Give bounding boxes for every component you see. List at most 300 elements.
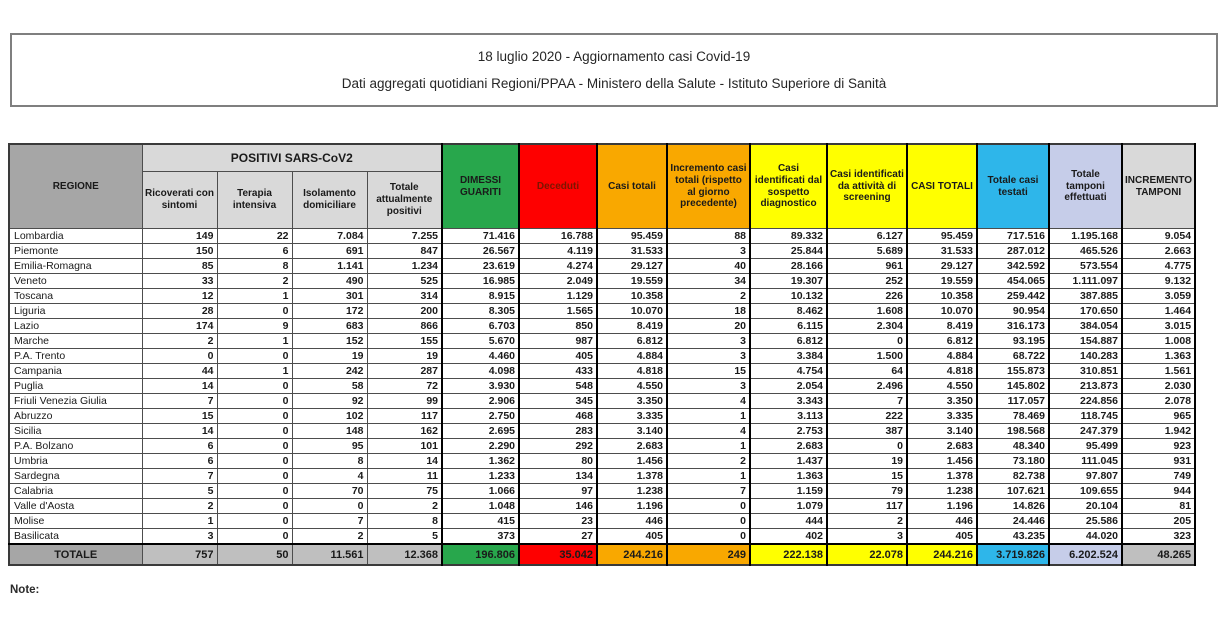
data-cell: 2.753 bbox=[750, 424, 827, 439]
data-cell: 525 bbox=[367, 274, 442, 289]
total-cell: 12.368 bbox=[367, 544, 442, 565]
col-header-casi-totali-2: CASI TOTALI bbox=[907, 144, 977, 229]
data-cell: 3.930 bbox=[442, 379, 519, 394]
data-cell: 31.533 bbox=[597, 244, 667, 259]
table-row bbox=[9, 379, 1195, 394]
region-name: Molise bbox=[9, 514, 142, 529]
data-cell: 107.621 bbox=[977, 484, 1049, 499]
data-cell: 0 bbox=[217, 304, 292, 319]
total-cell: 249 bbox=[667, 544, 750, 565]
data-cell: 3.343 bbox=[750, 394, 827, 409]
col-header-incremento-tamponi: INCREMENTO TAMPONI bbox=[1122, 144, 1195, 229]
data-cell: 1 bbox=[217, 364, 292, 379]
data-cell: 7.255 bbox=[367, 229, 442, 244]
data-cell: 490 bbox=[292, 274, 367, 289]
data-cell: 19.559 bbox=[907, 274, 977, 289]
data-cell: 0 bbox=[217, 379, 292, 394]
data-cell: 1.437 bbox=[750, 454, 827, 469]
data-cell: 48.340 bbox=[977, 439, 1049, 454]
data-cell: 749 bbox=[1122, 469, 1195, 484]
data-cell: 1.942 bbox=[1122, 424, 1195, 439]
data-cell: 19.559 bbox=[597, 274, 667, 289]
data-cell: 4.775 bbox=[1122, 259, 1195, 274]
data-cell: 1 bbox=[217, 334, 292, 349]
col-header-dimessi-guariti: DIMESSI GUARITI bbox=[442, 144, 519, 229]
data-cell: 72 bbox=[367, 379, 442, 394]
data-cell: 446 bbox=[907, 514, 977, 529]
data-cell: 923 bbox=[1122, 439, 1195, 454]
data-cell: 3.015 bbox=[1122, 319, 1195, 334]
data-cell: 3.350 bbox=[907, 394, 977, 409]
data-cell: 80 bbox=[519, 454, 597, 469]
data-cell: 3.113 bbox=[750, 409, 827, 424]
data-cell: 224.856 bbox=[1049, 394, 1122, 409]
data-cell: 373 bbox=[442, 529, 519, 545]
data-cell: 384.054 bbox=[1049, 319, 1122, 334]
data-cell: 58 bbox=[292, 379, 367, 394]
data-cell: 468 bbox=[519, 409, 597, 424]
data-cell: 8 bbox=[292, 454, 367, 469]
data-cell: 433 bbox=[519, 364, 597, 379]
data-cell: 0 bbox=[217, 529, 292, 545]
data-cell: 92 bbox=[292, 394, 367, 409]
data-cell: 205 bbox=[1122, 514, 1195, 529]
data-cell: 405 bbox=[907, 529, 977, 545]
data-cell: 10.070 bbox=[907, 304, 977, 319]
data-cell: 117 bbox=[827, 499, 907, 514]
data-cell: 9.054 bbox=[1122, 229, 1195, 244]
data-cell: 12 bbox=[142, 289, 217, 304]
data-cell: 242 bbox=[292, 364, 367, 379]
col-header-isolamento: Isolamento domiciliare bbox=[292, 172, 367, 229]
data-cell: 6.812 bbox=[907, 334, 977, 349]
data-cell: 0 bbox=[217, 394, 292, 409]
data-cell: 0 bbox=[217, 454, 292, 469]
region-name: Campania bbox=[9, 364, 142, 379]
data-cell: 2.078 bbox=[1122, 394, 1195, 409]
data-cell: 70 bbox=[292, 484, 367, 499]
data-cell: 2.030 bbox=[1122, 379, 1195, 394]
data-cell: 6.812 bbox=[750, 334, 827, 349]
data-cell: 316.173 bbox=[977, 319, 1049, 334]
data-cell: 4.818 bbox=[597, 364, 667, 379]
data-cell: 155.873 bbox=[977, 364, 1049, 379]
data-cell: 140.283 bbox=[1049, 349, 1122, 364]
data-cell: 2 bbox=[217, 274, 292, 289]
data-cell: 1.500 bbox=[827, 349, 907, 364]
data-cell: 150 bbox=[142, 244, 217, 259]
data-cell: 345 bbox=[519, 394, 597, 409]
col-header-totale-tamponi: Totale tamponi effettuati bbox=[1049, 144, 1122, 229]
data-cell: 22 bbox=[217, 229, 292, 244]
table-row bbox=[9, 319, 1195, 334]
title-box bbox=[10, 33, 1218, 107]
data-cell: 1.378 bbox=[597, 469, 667, 484]
data-cell: 5 bbox=[142, 484, 217, 499]
data-cell: 0 bbox=[827, 439, 907, 454]
table-row bbox=[9, 259, 1195, 274]
data-cell: 146 bbox=[519, 499, 597, 514]
data-cell: 0 bbox=[292, 499, 367, 514]
data-cell: 0 bbox=[667, 529, 750, 545]
data-cell: 222 bbox=[827, 409, 907, 424]
table-row bbox=[9, 439, 1195, 454]
data-cell: 2 bbox=[667, 289, 750, 304]
col-header-terapia-intensiva: Terapia intensiva bbox=[217, 172, 292, 229]
table-row bbox=[9, 469, 1195, 484]
data-cell: 301 bbox=[292, 289, 367, 304]
data-cell: 259.442 bbox=[977, 289, 1049, 304]
total-cell: 50 bbox=[217, 544, 292, 565]
region-name: Toscana bbox=[9, 289, 142, 304]
data-cell: 6.115 bbox=[750, 319, 827, 334]
data-cell: 0 bbox=[217, 424, 292, 439]
data-cell: 16.788 bbox=[519, 229, 597, 244]
data-cell: 101 bbox=[367, 439, 442, 454]
data-cell: 7 bbox=[827, 394, 907, 409]
data-cell: 8.305 bbox=[442, 304, 519, 319]
data-cell: 118.745 bbox=[1049, 409, 1122, 424]
region-name: Liguria bbox=[9, 304, 142, 319]
data-cell: 683 bbox=[292, 319, 367, 334]
data-cell: 0 bbox=[217, 484, 292, 499]
covid-region-table bbox=[8, 143, 1196, 566]
note-label: Note: bbox=[10, 584, 40, 596]
data-cell: 97.807 bbox=[1049, 469, 1122, 484]
total-cell: 244.216 bbox=[597, 544, 667, 565]
data-cell: 5 bbox=[367, 529, 442, 545]
region-name: Veneto bbox=[9, 274, 142, 289]
data-cell: 34 bbox=[667, 274, 750, 289]
data-cell: 71.416 bbox=[442, 229, 519, 244]
data-cell: 573.554 bbox=[1049, 259, 1122, 274]
table-row bbox=[9, 394, 1195, 409]
data-cell: 14 bbox=[367, 454, 442, 469]
data-cell: 28.166 bbox=[750, 259, 827, 274]
data-cell: 0 bbox=[217, 514, 292, 529]
data-cell: 15 bbox=[142, 409, 217, 424]
data-cell: 25.586 bbox=[1049, 514, 1122, 529]
data-cell: 3.059 bbox=[1122, 289, 1195, 304]
data-cell: 5.670 bbox=[442, 334, 519, 349]
table-row bbox=[9, 424, 1195, 439]
data-cell: 2 bbox=[292, 529, 367, 545]
data-cell: 465.526 bbox=[1049, 244, 1122, 259]
data-cell: 1.008 bbox=[1122, 334, 1195, 349]
data-cell: 4.274 bbox=[519, 259, 597, 274]
data-cell: 4.550 bbox=[597, 379, 667, 394]
data-cell: 20.104 bbox=[1049, 499, 1122, 514]
data-cell: 1.363 bbox=[750, 469, 827, 484]
data-cell: 95.499 bbox=[1049, 439, 1122, 454]
data-cell: 226 bbox=[827, 289, 907, 304]
data-cell: 4.884 bbox=[907, 349, 977, 364]
col-header-deceduti: Deceduti bbox=[519, 144, 597, 229]
data-cell: 33 bbox=[142, 274, 217, 289]
data-cell: 8 bbox=[217, 259, 292, 274]
data-cell: 287 bbox=[367, 364, 442, 379]
data-cell: 14 bbox=[142, 424, 217, 439]
data-cell: 446 bbox=[597, 514, 667, 529]
data-cell: 866 bbox=[367, 319, 442, 334]
region-name: Abruzzo bbox=[9, 409, 142, 424]
table-row bbox=[9, 244, 1195, 259]
data-cell: 1 bbox=[142, 514, 217, 529]
data-cell: 4.460 bbox=[442, 349, 519, 364]
data-cell: 8 bbox=[367, 514, 442, 529]
data-cell: 287.012 bbox=[977, 244, 1049, 259]
data-cell: 6 bbox=[142, 454, 217, 469]
data-cell: 8.419 bbox=[907, 319, 977, 334]
region-name: Lazio bbox=[9, 319, 142, 334]
data-cell: 68.722 bbox=[977, 349, 1049, 364]
data-cell: 1.378 bbox=[907, 469, 977, 484]
total-cell: 3.719.826 bbox=[977, 544, 1049, 565]
data-cell: 162 bbox=[367, 424, 442, 439]
data-cell: 2 bbox=[367, 499, 442, 514]
data-cell: 387.885 bbox=[1049, 289, 1122, 304]
data-cell: 44 bbox=[142, 364, 217, 379]
data-cell: 31.533 bbox=[907, 244, 977, 259]
data-cell: 6.703 bbox=[442, 319, 519, 334]
data-cell: 4.884 bbox=[597, 349, 667, 364]
data-cell: 79 bbox=[827, 484, 907, 499]
data-cell: 2.290 bbox=[442, 439, 519, 454]
data-cell: 9.132 bbox=[1122, 274, 1195, 289]
data-cell: 387 bbox=[827, 424, 907, 439]
data-cell: 415 bbox=[442, 514, 519, 529]
data-cell: 0 bbox=[217, 469, 292, 484]
data-cell: 23.619 bbox=[442, 259, 519, 274]
data-cell: 0 bbox=[217, 439, 292, 454]
data-cell: 1.159 bbox=[750, 484, 827, 499]
table-row bbox=[9, 514, 1195, 529]
data-cell: 154.887 bbox=[1049, 334, 1122, 349]
data-cell: 145.802 bbox=[977, 379, 1049, 394]
data-cell: 88 bbox=[667, 229, 750, 244]
data-cell: 1.079 bbox=[750, 499, 827, 514]
col-header-casi-sospetto-diagnostico: Casi identificati dal sospetto diagnostico bbox=[750, 144, 827, 229]
data-cell: 93.195 bbox=[977, 334, 1049, 349]
data-cell: 1.129 bbox=[519, 289, 597, 304]
data-cell: 1.238 bbox=[907, 484, 977, 499]
data-cell: 152 bbox=[292, 334, 367, 349]
data-cell: 40 bbox=[667, 259, 750, 274]
data-cell: 7 bbox=[142, 469, 217, 484]
data-cell: 4.550 bbox=[907, 379, 977, 394]
data-cell: 0 bbox=[217, 499, 292, 514]
data-cell: 3 bbox=[142, 529, 217, 545]
data-cell: 4 bbox=[292, 469, 367, 484]
data-cell: 75 bbox=[367, 484, 442, 499]
data-cell: 1.234 bbox=[367, 259, 442, 274]
data-cell: 3.384 bbox=[750, 349, 827, 364]
data-cell: 2.906 bbox=[442, 394, 519, 409]
total-cell: 35.042 bbox=[519, 544, 597, 565]
data-cell: 97 bbox=[519, 484, 597, 499]
data-cell: 170.650 bbox=[1049, 304, 1122, 319]
table-body bbox=[9, 229, 1195, 566]
data-cell: 2 bbox=[142, 334, 217, 349]
region-name: P.A. Bolzano bbox=[9, 439, 142, 454]
table-row bbox=[9, 409, 1195, 424]
data-cell: 323 bbox=[1122, 529, 1195, 545]
data-cell: 2.683 bbox=[907, 439, 977, 454]
region-name: Calabria bbox=[9, 484, 142, 499]
data-cell: 405 bbox=[597, 529, 667, 545]
data-cell: 2.496 bbox=[827, 379, 907, 394]
col-header-incremento-casi: Incremento casi totali (rispetto al giorno precedente) bbox=[667, 144, 750, 229]
data-cell: 987 bbox=[519, 334, 597, 349]
data-cell: 454.065 bbox=[977, 274, 1049, 289]
data-cell: 1.608 bbox=[827, 304, 907, 319]
data-cell: 200 bbox=[367, 304, 442, 319]
data-cell: 109.655 bbox=[1049, 484, 1122, 499]
data-cell: 16.985 bbox=[442, 274, 519, 289]
data-cell: 2.683 bbox=[597, 439, 667, 454]
table-row bbox=[9, 289, 1195, 304]
data-cell: 27 bbox=[519, 529, 597, 545]
data-cell: 117.057 bbox=[977, 394, 1049, 409]
data-cell: 11 bbox=[367, 469, 442, 484]
report-date-title: 18 luglio 2020 - Aggiornamento casi Covid-19 bbox=[477, 49, 751, 64]
col-header-totale-casi-testati: Totale casi testati bbox=[977, 144, 1049, 229]
col-header-totale-positivi: Totale attualmente positivi bbox=[367, 172, 442, 229]
data-cell: 15 bbox=[667, 364, 750, 379]
data-cell: 850 bbox=[519, 319, 597, 334]
data-cell: 43.235 bbox=[977, 529, 1049, 545]
data-cell: 292 bbox=[519, 439, 597, 454]
data-cell: 4.818 bbox=[907, 364, 977, 379]
data-cell: 0 bbox=[217, 409, 292, 424]
data-cell: 44.020 bbox=[1049, 529, 1122, 545]
data-cell: 314 bbox=[367, 289, 442, 304]
data-cell: 310.851 bbox=[1049, 364, 1122, 379]
data-cell: 89.332 bbox=[750, 229, 827, 244]
total-cell: 48.265 bbox=[1122, 544, 1195, 565]
data-cell: 8.915 bbox=[442, 289, 519, 304]
data-cell: 15 bbox=[827, 469, 907, 484]
data-cell: 111.045 bbox=[1049, 454, 1122, 469]
data-cell: 8.419 bbox=[597, 319, 667, 334]
data-cell: 3.140 bbox=[907, 424, 977, 439]
data-cell: 102 bbox=[292, 409, 367, 424]
data-cell: 4 bbox=[667, 424, 750, 439]
region-name: Friuli Venezia Giulia bbox=[9, 394, 142, 409]
data-cell: 23 bbox=[519, 514, 597, 529]
data-cell: 1 bbox=[667, 439, 750, 454]
region-name: Piemonte bbox=[9, 244, 142, 259]
data-cell: 4.754 bbox=[750, 364, 827, 379]
data-cell: 0 bbox=[142, 349, 217, 364]
data-cell: 1 bbox=[667, 409, 750, 424]
data-cell: 3 bbox=[667, 244, 750, 259]
data-cell: 1.565 bbox=[519, 304, 597, 319]
data-cell: 95.459 bbox=[597, 229, 667, 244]
data-cell: 81 bbox=[1122, 499, 1195, 514]
data-cell: 691 bbox=[292, 244, 367, 259]
data-cell: 2.054 bbox=[750, 379, 827, 394]
region-name: Umbria bbox=[9, 454, 142, 469]
table-row bbox=[9, 304, 1195, 319]
table-row bbox=[9, 484, 1195, 499]
data-cell: 20 bbox=[667, 319, 750, 334]
data-cell: 1.195.168 bbox=[1049, 229, 1122, 244]
col-group-positivi: POSITIVI SARS-CoV2 bbox=[142, 144, 442, 172]
data-cell: 172 bbox=[292, 304, 367, 319]
table-row bbox=[9, 274, 1195, 289]
data-cell: 213.873 bbox=[1049, 379, 1122, 394]
data-cell: 4 bbox=[667, 394, 750, 409]
data-cell: 7 bbox=[142, 394, 217, 409]
data-cell: 149 bbox=[142, 229, 217, 244]
total-cell: 222.138 bbox=[750, 544, 827, 565]
data-cell: 24.446 bbox=[977, 514, 1049, 529]
data-cell: 1.238 bbox=[597, 484, 667, 499]
data-cell: 944 bbox=[1122, 484, 1195, 499]
data-cell: 961 bbox=[827, 259, 907, 274]
data-cell: 3 bbox=[667, 334, 750, 349]
data-cell: 25.844 bbox=[750, 244, 827, 259]
table-row bbox=[9, 334, 1195, 349]
data-cell: 99 bbox=[367, 394, 442, 409]
total-cell: 196.806 bbox=[442, 544, 519, 565]
region-name: Puglia bbox=[9, 379, 142, 394]
data-cell: 18 bbox=[667, 304, 750, 319]
data-cell: 3.335 bbox=[907, 409, 977, 424]
col-header-ricoverati: Ricoverati con sintomi bbox=[142, 172, 217, 229]
data-cell: 548 bbox=[519, 379, 597, 394]
data-cell: 174 bbox=[142, 319, 217, 334]
data-cell: 1.141 bbox=[292, 259, 367, 274]
data-cell: 10.132 bbox=[750, 289, 827, 304]
data-cell: 3 bbox=[667, 349, 750, 364]
data-cell: 155 bbox=[367, 334, 442, 349]
data-cell: 1.066 bbox=[442, 484, 519, 499]
region-name: Marche bbox=[9, 334, 142, 349]
data-cell: 1.363 bbox=[1122, 349, 1195, 364]
data-cell: 4.098 bbox=[442, 364, 519, 379]
data-cell: 28 bbox=[142, 304, 217, 319]
data-cell: 6 bbox=[217, 244, 292, 259]
data-cell: 2.683 bbox=[750, 439, 827, 454]
total-cell: 11.561 bbox=[292, 544, 367, 565]
data-cell: 1.464 bbox=[1122, 304, 1195, 319]
data-cell: 247.379 bbox=[1049, 424, 1122, 439]
col-header-casi-screening: Casi identificati da attività di screening bbox=[827, 144, 907, 229]
total-cell: 6.202.524 bbox=[1049, 544, 1122, 565]
data-cell: 19 bbox=[827, 454, 907, 469]
table-row bbox=[9, 529, 1195, 545]
col-header-regione: REGIONE bbox=[9, 144, 142, 229]
data-cell: 931 bbox=[1122, 454, 1195, 469]
data-cell: 1.111.097 bbox=[1049, 274, 1122, 289]
data-cell: 2.663 bbox=[1122, 244, 1195, 259]
data-cell: 0 bbox=[217, 349, 292, 364]
data-cell: 3.140 bbox=[597, 424, 667, 439]
data-cell: 2 bbox=[142, 499, 217, 514]
region-name: Sicilia bbox=[9, 424, 142, 439]
data-cell: 2.049 bbox=[519, 274, 597, 289]
data-cell: 2 bbox=[827, 514, 907, 529]
data-cell: 0 bbox=[667, 499, 750, 514]
data-cell: 7.084 bbox=[292, 229, 367, 244]
data-cell: 0 bbox=[827, 334, 907, 349]
col-header-casi-totali: Casi totali bbox=[597, 144, 667, 229]
table-row bbox=[9, 364, 1195, 379]
data-cell: 717.516 bbox=[977, 229, 1049, 244]
table-row bbox=[9, 349, 1195, 364]
